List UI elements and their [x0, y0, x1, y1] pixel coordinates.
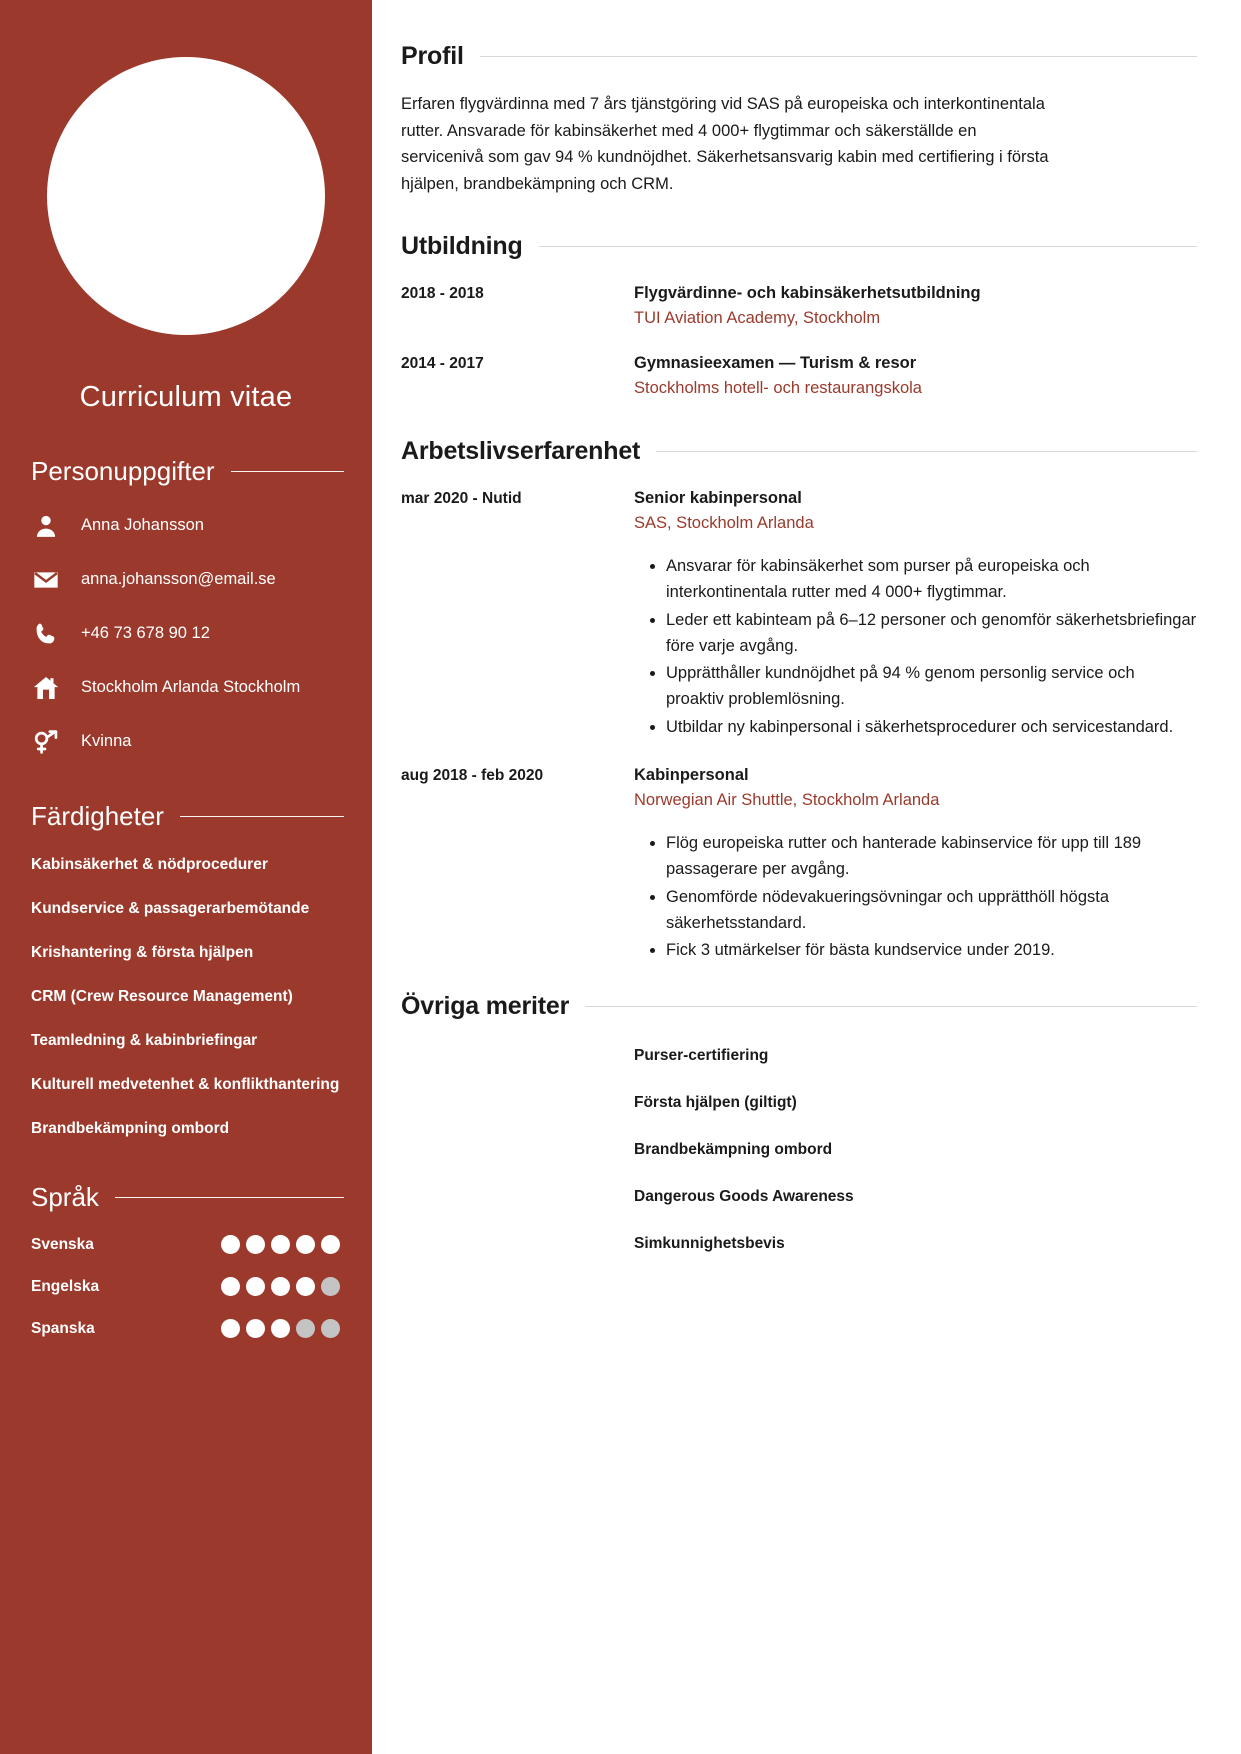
education-section-heading [401, 232, 1197, 261]
skill-item: Brandbekämpning ombord [31, 1120, 230, 1137]
sidebar [0, 0, 372, 1754]
contact-row[interactable] [28, 671, 344, 705]
experience-bullet: • Fick 3 utmärkelser för bästa kundservice under 2019. [666, 938, 1197, 964]
language-row [28, 1319, 344, 1338]
language-level-dot [221, 1277, 240, 1296]
language-rating [221, 1235, 340, 1254]
home-icon [31, 674, 61, 702]
merit-item: Simkunnighetsbevis [634, 1235, 785, 1253]
merit-item: Dangerous Goods Awareness [634, 1188, 854, 1206]
profile-section-heading [401, 42, 1197, 71]
education-title: Utbildning [401, 231, 523, 260]
language-level-dot [271, 1319, 290, 1338]
other-title: Övriga meriter [401, 992, 570, 1021]
contact-value: Stockholm Arlanda Stockholm [81, 678, 301, 697]
education-list [401, 283, 1197, 401]
profile-photo-wrap [28, 0, 344, 335]
contact-row[interactable] [28, 617, 344, 651]
skill-item: Kulturell medvetenhet & konflikthantering [31, 1076, 340, 1093]
merit-item: Brandbekämpning ombord [634, 1141, 833, 1159]
languages-title: Språk [31, 1182, 99, 1212]
heading-rule [231, 471, 344, 472]
main-column [372, 0, 1241, 1754]
contact-value: Kvinna [81, 732, 132, 751]
experience-details [634, 765, 1197, 967]
contact-value: Anna Johansson [81, 516, 204, 535]
heading-rule [480, 56, 1197, 57]
heading-rule [180, 816, 344, 817]
contact-row[interactable] [28, 509, 344, 543]
merit-item: Första hjälpen (giltigt) [634, 1094, 797, 1112]
contact-list [28, 509, 344, 759]
experience-period: aug 2018 - feb 2020 [401, 766, 544, 784]
experience-bullet: • Utbildar ny kabinpersonal i säkerhetsprocedurer och servicestandard. [666, 715, 1197, 741]
education-entry [401, 353, 1197, 401]
language-level-dot [271, 1277, 290, 1296]
person-icon [31, 513, 61, 539]
avatar [47, 57, 325, 335]
experience-bullet: • Leder ett kabinteam på 6–12 personer och genomför säkerhetsbriefingar före varje avgång. [666, 608, 1197, 659]
language-level-dot [296, 1319, 315, 1338]
experience-entry [401, 765, 1197, 967]
skill-item: Krishantering & första hjälpen [31, 944, 254, 961]
experience-employer: SAS, Stockholm Arlanda [634, 514, 814, 533]
experience-bullet: • Genomförde nödevakueringsövningar och upprätthöll högsta säkerhetsstandard. [666, 885, 1197, 936]
contact-value: anna.johansson@email.se [81, 570, 276, 589]
contact-value: +46 73 678 90 12 [81, 624, 210, 643]
skill-item: Kundservice & passagerarbemötande [31, 900, 310, 917]
language-level-dot [246, 1235, 265, 1254]
skill-item: Kabinsäkerhet & nödprocedurer [31, 856, 268, 873]
phone-icon [31, 621, 61, 647]
experience-details [634, 488, 1197, 743]
experience-bullet: • Upprätthåller kundnöjdhet på 94 % genom personlig service och proaktiv problemlösning. [666, 661, 1197, 712]
skills-title: Färdigheter [31, 801, 164, 831]
heading-rule [539, 246, 1197, 247]
language-row [28, 1235, 344, 1254]
personal-details-title: Personuppgifter [31, 456, 215, 486]
other-section-heading [401, 992, 1197, 1021]
skills-heading [28, 801, 344, 832]
heading-rule [656, 451, 1197, 452]
experience-section-heading [401, 437, 1197, 466]
profile-text: Erfaren flygvärdinna med 7 års tjänstgöring vid SAS på europeiska och interkontinentala rutter. Ansvarade för kabinsäkerhet med 4 000+ flygtimmar och säkerställde en servicenivå som gav 94 % kundnöjdhet. Säkerhetsansvarig kabin med certifiering i första hjälpen, brandbekämpning och CRM. [401, 95, 1049, 194]
language-level-dot [246, 1319, 265, 1338]
education-institution: TUI Aviation Academy, Stockholm [634, 309, 881, 328]
language-name: Engelska [31, 1277, 100, 1295]
experience-bullets [634, 831, 1197, 964]
education-details [634, 283, 1197, 331]
personal-details-heading [28, 456, 344, 487]
language-level-dot [271, 1235, 290, 1254]
language-name: Spanska [31, 1319, 95, 1337]
merit-item: Purser-certifiering [634, 1047, 769, 1065]
experience-bullet: • Ansvarar för kabinsäkerhet som purser på europeiska och interkontinentala rutter med 4 000+ flygtimmar. [666, 554, 1197, 605]
heading-rule [585, 1006, 1197, 1007]
language-level-dot [296, 1235, 315, 1254]
education-degree: Flygvärdinne- och kabinsäkerhetsutbildning [634, 283, 981, 302]
envelope-icon [31, 566, 61, 594]
education-period: 2018 - 2018 [401, 284, 484, 302]
gender-icon [31, 728, 61, 756]
cv-title: Curriculum vitae [79, 381, 293, 413]
education-period: 2014 - 2017 [401, 354, 484, 372]
education-degree: Gymnasieexamen — Turism & resor [634, 353, 917, 372]
heading-rule [115, 1197, 344, 1198]
language-level-dot [321, 1319, 340, 1338]
experience-role: Senior kabinpersonal [634, 488, 802, 507]
experience-role: Kabinpersonal [634, 765, 749, 784]
language-row [28, 1277, 344, 1296]
languages-list [28, 1235, 344, 1338]
education-institution: Stockholms hotell- och restaurangskola [634, 379, 922, 398]
merit-list [401, 1047, 1197, 1253]
language-rating [221, 1277, 340, 1296]
skill-item: Teamledning & kabinbriefingar [31, 1032, 258, 1049]
experience-entry [401, 488, 1197, 743]
language-level-dot [221, 1319, 240, 1338]
languages-heading [28, 1182, 344, 1213]
experience-list [401, 488, 1197, 967]
experience-employer: Norwegian Air Shuttle, Stockholm Arlanda [634, 791, 940, 810]
contact-row[interactable] [28, 725, 344, 759]
language-level-dot [296, 1277, 315, 1296]
skill-item: CRM (Crew Resource Management) [31, 988, 293, 1005]
experience-title: Arbetslivserfarenhet [401, 436, 641, 465]
language-level-dot [321, 1235, 340, 1254]
language-rating [221, 1319, 340, 1338]
language-name: Svenska [31, 1235, 94, 1253]
profile-title: Profil [401, 42, 464, 70]
language-level-dot [221, 1235, 240, 1254]
language-level-dot [246, 1277, 265, 1296]
contact-row[interactable] [28, 563, 344, 597]
education-details [634, 353, 1197, 401]
education-entry [401, 283, 1197, 331]
experience-period: mar 2020 - Nutid [401, 489, 522, 507]
experience-bullet: • Flög europeiska rutter och hanterade kabinservice för upp till 189 passagerare per avgång. [666, 831, 1197, 882]
experience-bullets [634, 554, 1197, 740]
language-level-dot [321, 1277, 340, 1296]
skills-list [28, 854, 344, 1140]
